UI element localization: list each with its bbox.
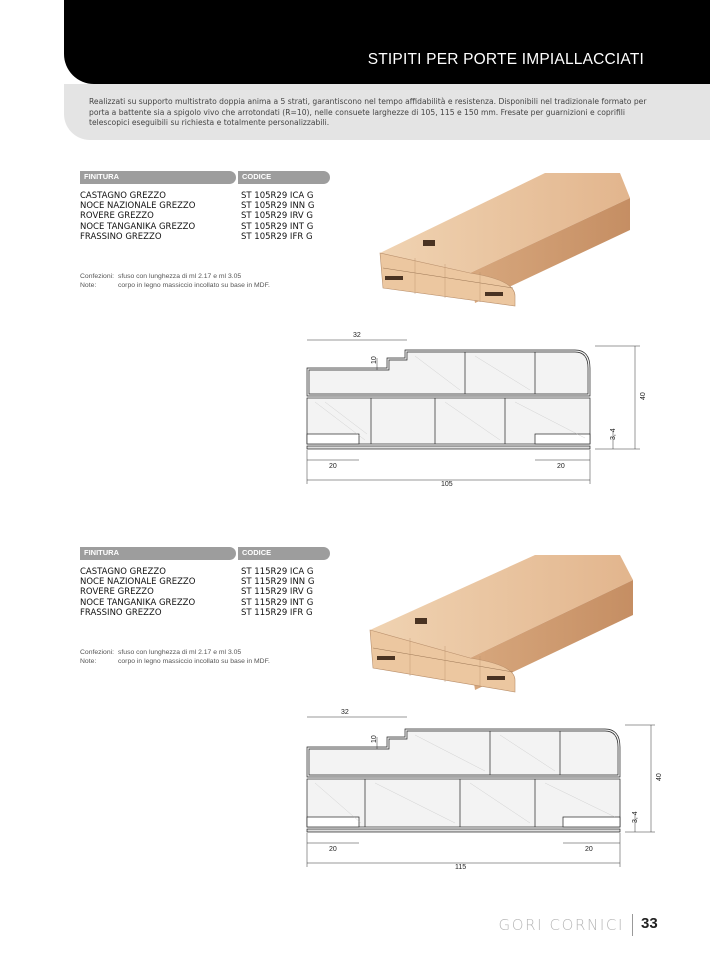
jamb-3d-image-115: [365, 550, 640, 695]
groove-right: [563, 817, 620, 827]
code-header-label: CODICE: [242, 548, 272, 557]
table-header: [80, 547, 330, 560]
technical-drawing-115: [295, 705, 665, 870]
finish-name: NOCE NAZIONALE GREZZO: [80, 577, 196, 588]
notch: [423, 240, 435, 246]
product-code: ST 115R29 ICA G: [241, 567, 314, 577]
notes: [80, 273, 270, 291]
product-code: ST 105R29 IRV G: [241, 211, 313, 222]
finish-header-label: FINITURA: [84, 548, 119, 557]
groove-left: [307, 817, 359, 827]
jamb-3d-image-105: [375, 168, 640, 308]
finish-name: ROVERE GREZZO: [80, 211, 154, 222]
finish-header-label: FINITURA: [84, 172, 119, 181]
finish-name: CASTAGNO GREZZO: [80, 567, 166, 577]
finish-name: FRASSINO GREZZO: [80, 607, 162, 618]
note-label: Confezioni:: [80, 273, 115, 280]
dim-width: 105: [441, 481, 453, 488]
mdf-base: [307, 829, 620, 832]
table-row: [80, 587, 340, 597]
groove: [385, 276, 403, 280]
product-table: [80, 191, 340, 242]
finish-name: NOCE TANGANIKA GREZZO: [80, 221, 196, 232]
table-row: [80, 567, 340, 577]
note-text: sfuso con lunghezza di ml 2.17 e ml 3.05: [118, 649, 242, 656]
table-row: [80, 222, 340, 232]
note-label: Note:: [80, 281, 97, 289]
dim-notch: 10: [371, 735, 378, 743]
dim-notch: 10: [371, 356, 378, 364]
dim-left: 20: [329, 846, 337, 853]
finish-name: CASTAGNO GREZZO: [80, 191, 166, 201]
groove-left: [307, 434, 359, 444]
technical-drawing-105: [295, 328, 655, 488]
page-number: 33: [641, 915, 658, 932]
table-row: [80, 577, 340, 587]
dim-small: 3, 4: [632, 811, 639, 823]
dim-top: 32: [341, 709, 349, 716]
footer-divider: [632, 914, 633, 936]
table-row: [80, 232, 340, 242]
intro-band: [64, 84, 710, 140]
product-code: ST 115R29 IFR G: [241, 607, 313, 618]
table-header: [80, 171, 330, 184]
notch: [415, 618, 427, 624]
product-code: ST 115R29 INN G: [241, 577, 315, 588]
note-label: Confezioni:: [80, 649, 115, 656]
groove: [377, 656, 395, 660]
product-code: ST 115R29 INT G: [241, 597, 314, 608]
note-label: Note:: [80, 657, 97, 665]
dim-small: 3, 4: [610, 428, 617, 440]
dim-top: 32: [353, 332, 361, 339]
groove-right: [535, 434, 590, 444]
note-text: sfuso con lunghezza di ml 2.17 e ml 3.05: [118, 273, 242, 280]
notes: [80, 649, 270, 667]
dim-right: 20: [557, 463, 565, 470]
product-code: ST 105R29 INT G: [241, 221, 314, 232]
upper-body: [307, 729, 620, 777]
code-header-label: CODICE: [242, 172, 272, 181]
finish-name: FRASSINO GREZZO: [80, 231, 162, 242]
product-code: ST 105R29 INN G: [241, 201, 315, 212]
table-row: [80, 598, 340, 608]
note-text: corpo in legno massiccio incollato su base in MDF.: [118, 281, 270, 289]
table-row: [80, 211, 340, 221]
dim-left: 20: [329, 463, 337, 470]
product-table: [80, 567, 340, 618]
table-row: [80, 201, 340, 211]
mdf-base: [307, 446, 590, 449]
upper-body: [307, 350, 590, 396]
product-code: ST 105R29 IFR G: [241, 231, 313, 242]
table-row: [80, 608, 340, 618]
finish-name: NOCE NAZIONALE GREZZO: [80, 201, 196, 212]
intro-text: Realizzati su supporto multistrato doppia anima a 5 strati, garantiscono nel tempo affidabilità e resistenza. Disponibili nel tradizionale formato per porta a battente sia a spigolo vivo che arrotondati (R=10), nelle consuete larghezze di 105, 115 e 150 mm. Fresate per guarnizioni e coprifili telescopici eseguibili su richiesta e totalmente personalizzabili.: [89, 97, 647, 128]
table-row: [80, 191, 340, 201]
dim-height: 40: [640, 392, 647, 400]
dim-right: 20: [585, 846, 593, 853]
finish-name: ROVERE GREZZO: [80, 587, 154, 598]
groove: [485, 292, 503, 296]
groove: [487, 676, 505, 680]
dim-height: 40: [656, 773, 663, 781]
note-text: corpo in legno massiccio incollato su base in MDF.: [118, 657, 270, 665]
page-title: STIPITI PER PORTE IMPIALLACCIATI: [367, 51, 644, 68]
brand-logo: GORI CORNICI: [498, 916, 624, 934]
finish-name: NOCE TANGANIKA GREZZO: [80, 597, 196, 608]
product-code: ST 105R29 ICA G: [241, 191, 314, 201]
dim-width: 115: [455, 864, 467, 870]
header-band: [64, 0, 710, 84]
product-code: ST 115R29 IRV G: [241, 587, 313, 598]
